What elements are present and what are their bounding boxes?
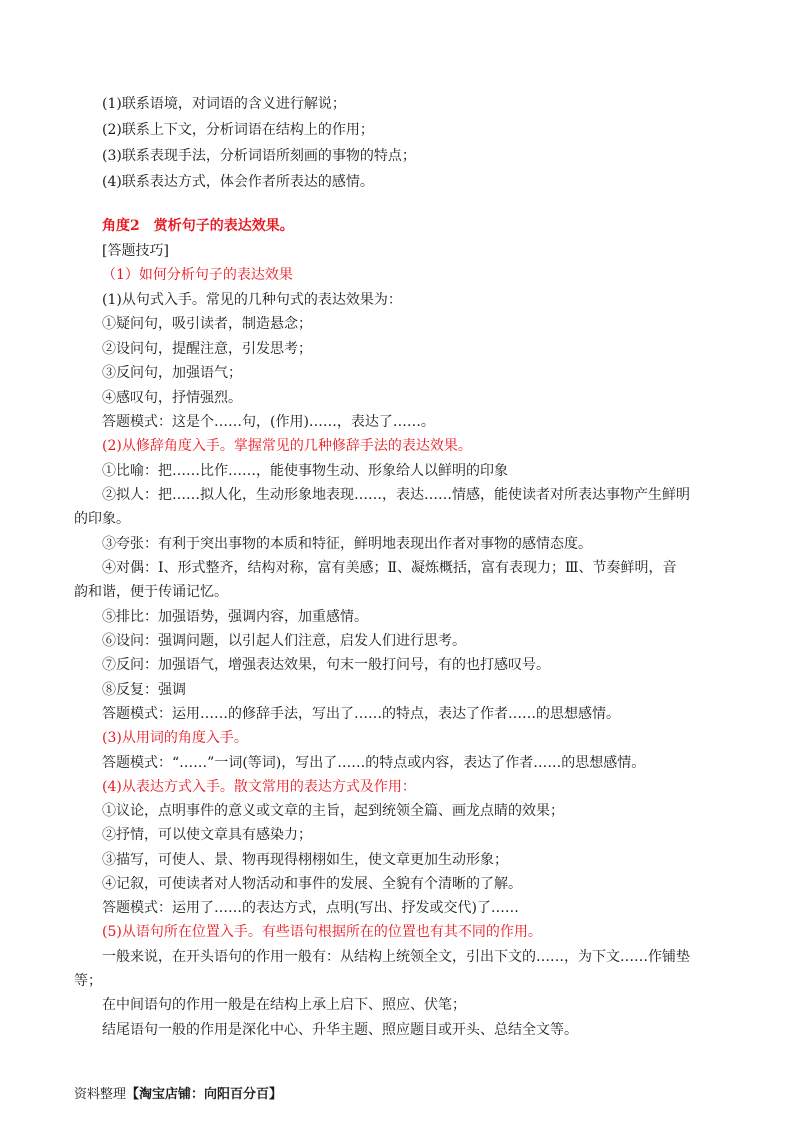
section-heading: 角度2 赏析句子的表达效果。 — [102, 218, 294, 234]
subsection-heading: （1）如何分析句子的表达效果 — [102, 267, 293, 283]
text-line: 答题模式：“……”一词(等词)，写出了……的特点或内容，表达了作者……的思想感情。 — [102, 755, 646, 771]
subsection-heading: (5)从语句所在位置入手。有些语句根据所在的位置也有其不同的作用。 — [102, 924, 542, 940]
text-line: ③反问句，加强语气； — [102, 365, 242, 381]
text-line: ③夸张：有利于突出事物的本质和特征，鲜明地表现出作者对事物的感情态度。 — [102, 536, 592, 552]
footer-prefix: 资料整理 — [74, 1087, 127, 1102]
text-line: ②抒情，可以使文章具有感染力； — [102, 827, 312, 843]
text-line: ④感叹句，抒情强烈。 — [102, 390, 242, 406]
text-line: (1)从句式入手。常见的几种句式的表达效果为： — [102, 292, 402, 308]
page-footer — [74, 1086, 282, 1104]
text-line: ②设问句，提醒注意，引发思考； — [102, 341, 312, 357]
text-line: ⑦反问：加强语气，增强表达效果，句末一般打问号，有的也打感叹号。 — [102, 657, 550, 673]
text-line: 韵和谐，便于传诵记忆。 — [74, 584, 228, 600]
text-line: [答题技巧] — [102, 243, 169, 259]
text-line: 的印象。 — [74, 511, 130, 527]
text-line: 在中间语句的作用一般是在结构上承上启下、照应、伏笔； — [102, 997, 466, 1013]
footer-brand: 【淘宝店铺：向阳百分百】 — [126, 1087, 283, 1102]
text-line: ③描写，可使人、景、物再现得栩栩如生，使文章更加生动形象； — [102, 852, 508, 868]
text-line: 答题模式：运用了……的表达方式，点明(写出、抒发或交代)了…… — [102, 900, 519, 916]
subsection-heading: (4)从表达方式入手。散文常用的表达方式及作用： — [102, 779, 416, 795]
text-line: 一般来说，在开头语句的作用一般有：从结构上统领全文，引出下文的……，为下文……作铺垫 — [102, 949, 690, 965]
text-line: (3)联系表现手法，分析词语所刻画的事物的特点； — [102, 148, 416, 164]
subsection-heading: (3)从用词的角度入手。 — [102, 730, 248, 746]
text-line: (4)联系表达方式，体会作者所表达的感情。 — [102, 174, 374, 190]
text-line: ①比喻：把……比作……，能使事物生动、形象给人以鲜明的印象 — [102, 463, 508, 479]
text-line: 答题模式：运用……的修辞手法，写出了……的特点，表达了作者……的思想感情。 — [102, 706, 620, 722]
text-line: ①议论，点明事件的意义或文章的主旨，起到统领全篇、画龙点睛的效果； — [102, 803, 564, 819]
text-line: ⑧反复：强调 — [102, 682, 186, 698]
text-line: ①疑问句，吸引读者，制造悬念； — [102, 316, 312, 332]
text-line: ④对偶：Ⅰ、形式整齐，结构对称，富有美感；Ⅱ、凝炼概括，富有表现力；Ⅲ、节奏鲜明，音 — [102, 560, 677, 576]
text-line: 等； — [74, 973, 102, 989]
text-line: 答题模式：这是个……句，(作用)……，表达了……。 — [102, 414, 435, 430]
text-line: (2)联系上下文，分析词语在结构上的作用； — [102, 122, 374, 138]
text-line: (1)联系语境，对词语的含义进行解说； — [102, 96, 346, 112]
text-line: ②拟人：把……拟人化，生动形象地表现……，表达……情感，能使读者对所表达事物产生鲜明 — [102, 487, 690, 503]
text-line: ⑥设问：强调问题，以引起人们注意，启发人们进行思考。 — [102, 633, 466, 649]
text-line: ④记叙，可使读者对人物活动和事件的发展、全貌有个清晰的了解。 — [102, 876, 522, 892]
text-line: 结尾语句一般的作用是深化中心、升华主题、照应题目或开头、总结全文等。 — [102, 1022, 578, 1038]
subsection-heading: (2)从修辞角度入手。掌握常见的几种修辞手法的表达效果。 — [102, 438, 472, 454]
text-line: ⑤排比：加强语势，强调内容，加重感情。 — [102, 609, 368, 625]
